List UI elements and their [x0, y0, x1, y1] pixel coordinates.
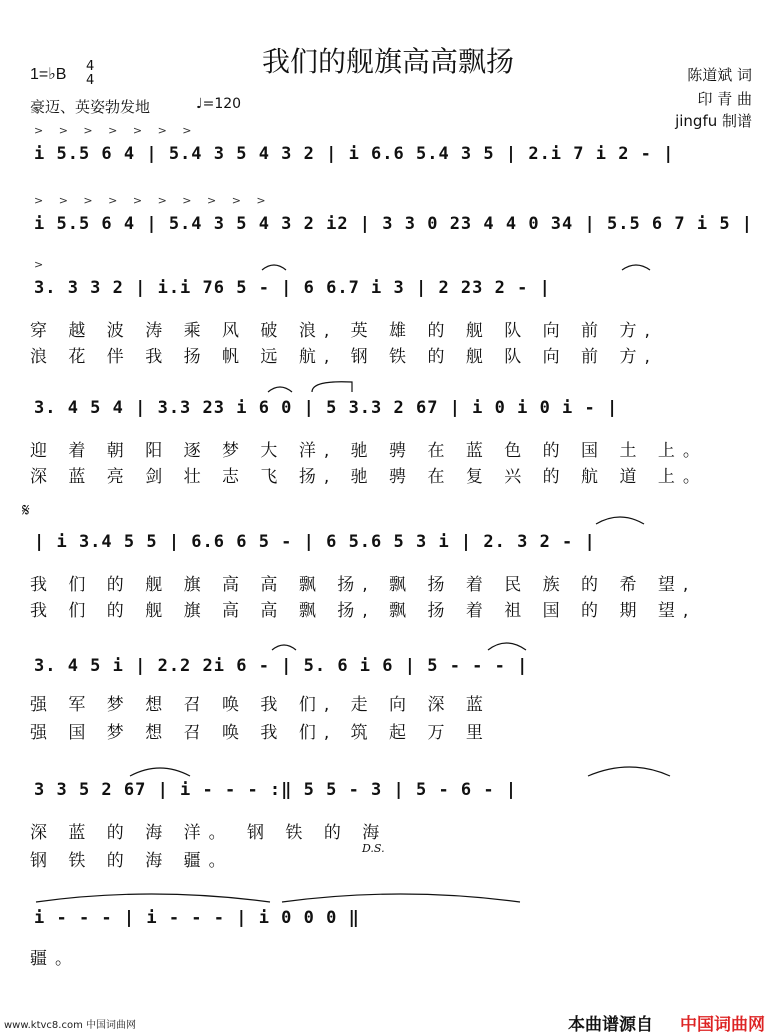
accent-marks: > > > > > > > > > > [34, 194, 272, 207]
slur [312, 382, 352, 392]
footer-site: www.ktvc8.com 中国词曲网 [4, 1020, 137, 1031]
slur [588, 767, 670, 776]
notation-row: 3. 4 5 i | 2.2 2i 6 - | 5. 6 i 6 | 5 - - - | [34, 656, 529, 676]
slur [282, 894, 520, 902]
lyric-line: 我 们 的 舰 旗 高 高 飘 扬, 飘 扬 着 民 族 的 希 望, [30, 575, 697, 595]
slur [262, 265, 286, 270]
lyric-line: 深 蓝 的 海 洋。 钢 铁 的 海 [30, 823, 388, 843]
slur [596, 517, 644, 524]
lyric-line: 迎 着 朝 阳 逐 梦 大 洋, 驰 骋 在 蓝 色 的 国 土 上。 [30, 441, 708, 461]
transcriber-credit: jingfu 制谱 [675, 112, 752, 130]
footer-brand: 中国词曲网 [680, 1015, 765, 1035]
slur [130, 768, 190, 776]
lyric-line: 强 国 梦 想 召 唤 我 们, 筑 起 万 里 [30, 723, 491, 743]
tempo-marking: ♩=120 [196, 96, 242, 112]
lyric-line: 疆。 [30, 949, 80, 969]
lyric-line: 钢 铁 的 海 疆。 [30, 851, 234, 871]
dal-segno-marking: D.S. [362, 842, 385, 855]
notation-row: 3. 4 5 4 | 3.3 23 i 6 0 | 5 3.3 2 67 | i 0 i 0 i - | [34, 398, 619, 418]
meter-top: 4 [86, 59, 95, 74]
lyric-line: 浪 花 伴 我 扬 帆 远 航, 钢 铁 的 舰 队 向 前 方, [30, 347, 658, 367]
key-signature: 1=♭B [30, 66, 67, 83]
notation-row: i 5.5 6 4 | 5.4 3 5 4 3 2 | i 6.6 5.4 3 5 | 2.i 7 i 2 - | [34, 144, 675, 164]
notation-row: 3. 3 3 2 | i.i 76 5 - | 6 6.7 i 3 | 2 23 2 - | [34, 278, 551, 298]
notation-row: | i 3.4 5 5 | 6.6 6 5 - | 6 5.6 5 3 i | 2. 3 2 - | [34, 532, 596, 552]
accent-marks: > [34, 258, 50, 271]
notation-row: i 5.5 6 4 | 5.4 3 5 4 3 2 i2 | 3 3 0 23 4 4 0 34 | 5.5 6 7 i 5 | [34, 214, 754, 234]
segno-sign: 𝄋 [22, 500, 30, 521]
song-title: 我们的舰旗高高飘扬 [261, 45, 514, 78]
composer-credit: 印 青 曲 [697, 90, 752, 108]
lyric-line: 强 军 梦 想 召 唤 我 们, 走 向 深 蓝 [30, 695, 491, 715]
lyric-line: 深 蓝 亮 剑 壮 志 飞 扬, 驰 骋 在 复 兴 的 航 道 上。 [30, 467, 708, 487]
lyric-line: 穿 越 波 涛 乘 风 破 浪, 英 雄 的 舰 队 向 前 方, [30, 321, 658, 341]
slur [622, 265, 650, 270]
meter-bottom: 4 [86, 73, 95, 88]
notation-row: 3 3 5 2 67 | i - - - :‖ 5 5 - 3 | 5 - 6 - | [34, 780, 518, 800]
footer-source-label: 本曲谱源自 [568, 1015, 653, 1035]
lyric-line: 我 们 的 舰 旗 高 高 飘 扬, 飘 扬 着 祖 国 的 期 望, [30, 601, 697, 621]
notation-row: i - - - | i - - - | i 0 0 0 ‖ [34, 908, 360, 928]
expression-marking: 豪迈、英姿勃发地 [30, 98, 151, 116]
slur [488, 643, 526, 650]
slur [268, 387, 292, 392]
slur [272, 645, 296, 650]
accent-marks: > > > > > > > [34, 124, 198, 137]
slur [36, 894, 270, 902]
lyricist-credit: 陈道斌 词 [687, 66, 752, 84]
